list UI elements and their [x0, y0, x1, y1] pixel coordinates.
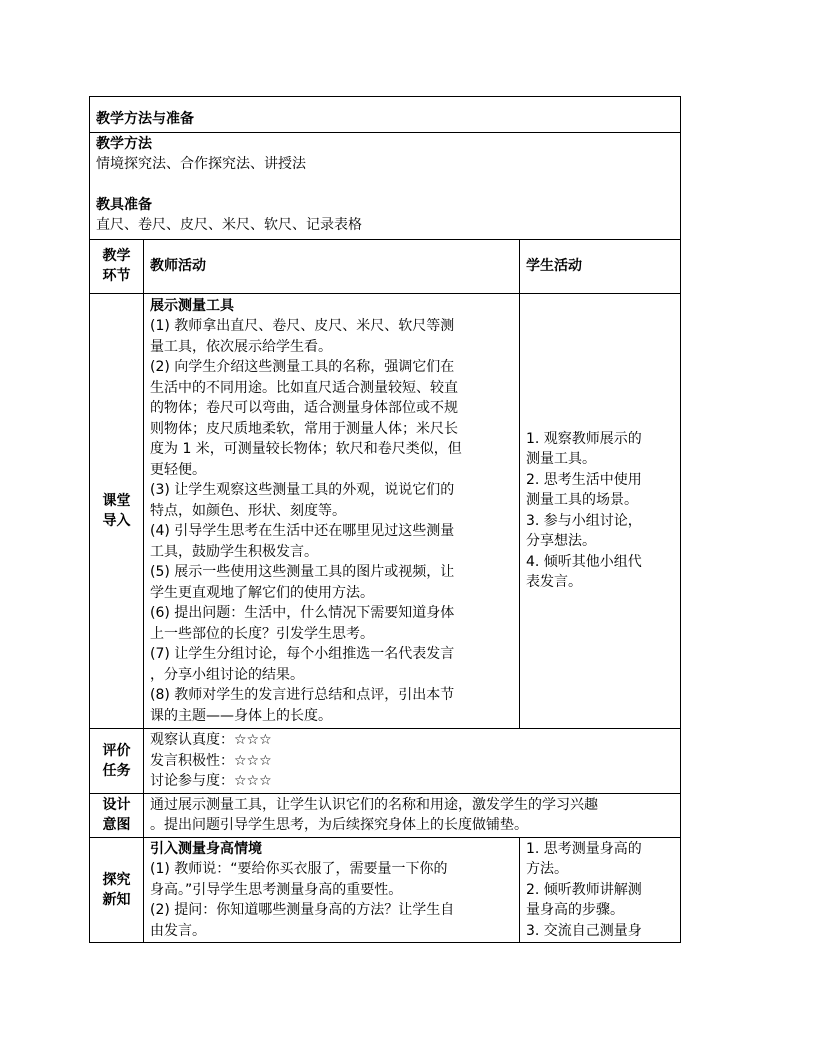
teacher-activity-line: ，分享小组讨论的结果。 — [150, 666, 304, 683]
evaluation-stage — [90, 729, 144, 794]
student-activity-line: 1. 思考测量身高的 — [526, 840, 642, 857]
methods-row — [90, 132, 681, 239]
evaluation-cell — [144, 729, 681, 794]
methods-cell — [90, 132, 681, 239]
teacher-activity-line: 的物体；卷尺可以弯曲，适合测量身体部位或不规 — [150, 400, 458, 416]
teacher-activity-line: (7) 让学生分组讨论，每个小组推选一名代表发言 — [150, 646, 455, 662]
student-activity-line: 3. 参与小组讨论， — [526, 512, 642, 529]
teacher-activity-line: (2) 提问：你知道哪些测量身高的方法？让学生自 — [150, 902, 455, 918]
evaluation-line: 发言积极性：☆☆☆ — [150, 752, 272, 769]
teacher-activity-line: (4) 引导学生思考在生活中还在哪里见过这些测量 — [150, 523, 455, 539]
teacher-activity-line: (5) 展示一些使用这些测量工具的图片或视频，让 — [150, 564, 455, 580]
explore-student-lines — [526, 839, 675, 942]
lesson-plan-table — [89, 96, 681, 943]
teacher-activity-line: 特点，如颜色、形状、刻度等。 — [150, 502, 346, 519]
methods-text: 情境探究法、合作探究法、讲授法 — [96, 156, 306, 172]
design-cell — [144, 793, 681, 837]
table-header-row — [90, 239, 681, 293]
header-student: 学生活动 — [520, 239, 681, 293]
student-activity-line: 表发言。 — [526, 574, 582, 591]
evaluation-stage-line1: 评价 — [102, 742, 131, 759]
explore-row — [90, 837, 681, 943]
student-activity-line: 量身高的步骤。 — [526, 902, 624, 918]
intro-stage — [90, 293, 144, 729]
spacer — [96, 175, 675, 195]
student-activity-line: 4. 倾听其他小组代 — [526, 553, 642, 570]
teacher-activity-line: (3) 让学生观察这些测量工具的外观，说说它们的 — [150, 482, 455, 498]
intro-stage-line1: 课堂 — [102, 492, 131, 509]
header-stage-line1: 教学 — [102, 248, 131, 264]
teacher-activity-line: 工具，鼓励学生积极发言。 — [150, 543, 318, 560]
teacher-activity-line: (8) 教师对学生的发言进行总结和点评，引出本节 — [150, 687, 455, 703]
header-stage-line2: 环节 — [102, 268, 131, 284]
design-intent-line: 通过展示测量工具，让学生认识它们的名称和用途，激发学生的学习兴趣 — [150, 796, 598, 813]
intro-student-lines — [526, 429, 675, 593]
explore-teacher-heading: 引入测量身高情境 — [150, 840, 262, 857]
section-title-row — [90, 97, 681, 133]
teacher-activity-line: 量工具，依次展示给学生看。 — [150, 338, 332, 355]
explore-stage — [90, 837, 144, 943]
teacher-activity-line: 度为 1 米，可测量较长物体；软尺和卷尺类似，但 — [150, 441, 462, 457]
evaluation-line: 讨论参与度：☆☆☆ — [150, 773, 272, 789]
intro-stage-line2: 导入 — [102, 512, 131, 529]
evaluation-line: 观察认真度：☆☆☆ — [150, 732, 272, 748]
student-activity-line: 测量工具的场景。 — [526, 492, 638, 509]
teacher-activity-line: 身高。”引导学生思考测量身高的重要性。 — [150, 881, 403, 898]
student-activity-line: 1. 观察教师展示的 — [526, 430, 642, 447]
student-activity-line: 分享想法。 — [526, 533, 596, 550]
explore-teacher-lines — [150, 859, 514, 941]
design-stage-line2: 意图 — [102, 817, 131, 833]
intro-row — [90, 293, 681, 729]
teacher-activity-line: 课的主题——身体上的长度。 — [150, 707, 332, 724]
teacher-activity-line: (2) 向学生介绍这些测量工具的名称，强调它们在 — [150, 359, 455, 375]
explore-stage-line2: 新知 — [102, 891, 131, 908]
student-activity-line: 2. 思考生活中使用 — [526, 471, 642, 488]
student-activity-line: 方法。 — [526, 861, 568, 877]
methods-heading: 教学方法 — [96, 135, 152, 152]
teacher-activity-line: 由发言。 — [150, 922, 206, 939]
intro-teacher-cell — [144, 293, 520, 729]
student-activity-line: 3. 交流自己测量身 — [526, 922, 642, 939]
design-stage-line1: 设计 — [102, 797, 131, 813]
teacher-activity-line: (6) 提出问题：生活中，什么情况下需要知道身体 — [150, 605, 455, 621]
teacher-activity-line: 则物体；皮尺质地柔软，常用于测量人体；米尺长 — [150, 420, 458, 437]
teacher-activity-line: (1) 教师拿出直尺、卷尺、皮尺、米尺、软尺等测 — [150, 318, 455, 334]
design-lines — [150, 795, 675, 836]
header-stage — [90, 239, 144, 293]
teacher-activity-line: 上一些部位的长度？引发学生思考。 — [150, 625, 374, 642]
teacher-activity-line: 学生更直观地了解它们的使用方法。 — [150, 584, 374, 601]
section-title: 教学方法与准备 — [90, 97, 681, 133]
teacher-activity-line: 生活中的不同用途。比如直尺适合测量较短、较直 — [150, 379, 458, 396]
materials-heading: 教具准备 — [96, 196, 152, 213]
design-row — [90, 793, 681, 837]
teacher-activity-line: 更轻便。 — [150, 461, 206, 478]
intro-student-cell — [520, 293, 681, 729]
lesson-plan-page — [89, 96, 680, 943]
evaluation-lines — [150, 730, 675, 792]
explore-stage-line1: 探究 — [102, 871, 131, 888]
intro-teacher-heading: 展示测量工具 — [150, 297, 234, 314]
materials-text: 直尺、卷尺、皮尺、米尺、软尺、记录表格 — [96, 217, 362, 233]
intro-teacher-lines — [150, 316, 514, 726]
evaluation-stage-line2: 任务 — [102, 762, 131, 779]
design-stage — [90, 793, 144, 837]
teacher-activity-line: (1) 教师说：“要给你买衣服了，需要量一下你的 — [150, 861, 448, 877]
evaluation-row — [90, 729, 681, 794]
design-intent-line: 。提出问题引导学生思考，为后续探究身体上的长度做铺垫。 — [150, 817, 528, 833]
header-teacher: 教师活动 — [144, 239, 520, 293]
student-activity-line: 测量工具。 — [526, 451, 596, 468]
explore-student-cell — [520, 837, 681, 943]
student-activity-line: 2. 倾听教师讲解测 — [526, 881, 642, 898]
explore-teacher-cell — [144, 837, 520, 943]
